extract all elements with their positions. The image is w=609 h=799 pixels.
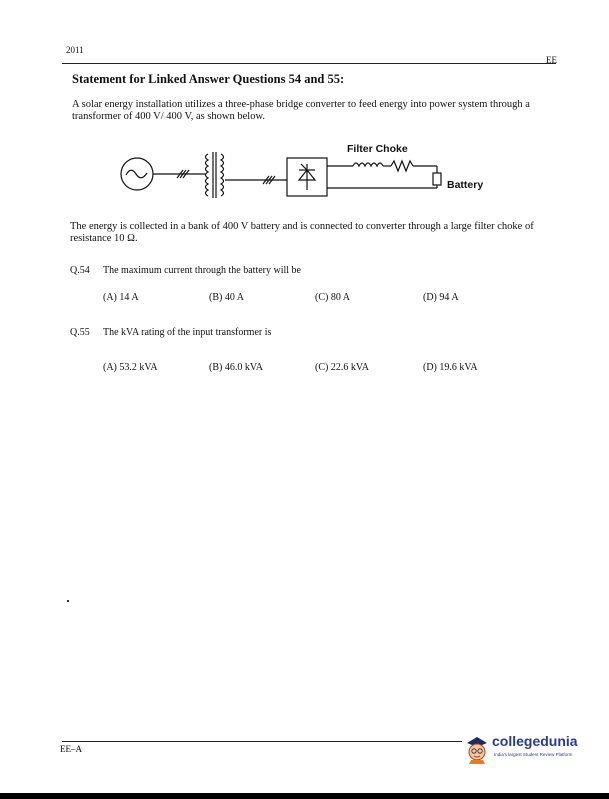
- question-55-text: The kVA rating of the input transformer is: [103, 327, 272, 338]
- question-54-number: Q.54: [70, 265, 90, 276]
- q55-option-d: (D) 19.6 kVA: [423, 362, 478, 373]
- page-year: 2011: [66, 45, 84, 55]
- mascot-icon: [463, 731, 491, 765]
- q54-option-c: (C) 80 A: [315, 292, 350, 303]
- collegedunia-logo: collegedunia: [492, 733, 578, 749]
- intro-paragraph: A solar energy installation utilizes a three-phase bridge converter to feed energy into power system through a transformer of 400 V/ 400 V, as shown below.: [72, 99, 530, 122]
- scan-bottom-edge: [0, 793, 609, 799]
- header-rule: [62, 63, 556, 64]
- filter-choke-icon: [353, 163, 383, 166]
- resistor-icon: [391, 161, 413, 171]
- paper-code: EE: [546, 55, 557, 65]
- footer-rule: [62, 741, 462, 742]
- footer-code: EE–A: [60, 744, 82, 754]
- q55-option-c: (C) 22.6 kVA: [315, 362, 369, 373]
- question-54-text: The maximum current through the battery will be: [103, 265, 301, 276]
- filter-choke-label: Filter Choke: [347, 143, 408, 155]
- battery-label: Battery: [447, 179, 484, 191]
- logo-tagline: India's largest Student Review Platform: [494, 752, 573, 757]
- battery-icon: [433, 173, 441, 185]
- transformer-icon: [206, 152, 224, 198]
- linked-statement-heading: Statement for Linked Answer Questions 54 and 55:: [72, 72, 345, 86]
- statement-paragraph: The energy is collected in a bank of 400 V battery and is connected to converter through a large filter choke of resistance 10 Ω.: [70, 221, 534, 244]
- q54-option-b: (B) 40 A: [209, 292, 244, 303]
- q54-option-a: (A) 14 A: [103, 292, 139, 303]
- q54-option-d: (D) 94 A: [423, 292, 459, 303]
- q55-option-a: (A) 53.2 kVA: [103, 362, 158, 373]
- q55-option-b: (B) 46.0 kVA: [209, 362, 263, 373]
- ac-source-icon: [121, 158, 153, 190]
- circuit-diagram: [115, 140, 515, 210]
- scan-speck: [67, 600, 69, 602]
- question-55-number: Q.55: [70, 327, 90, 338]
